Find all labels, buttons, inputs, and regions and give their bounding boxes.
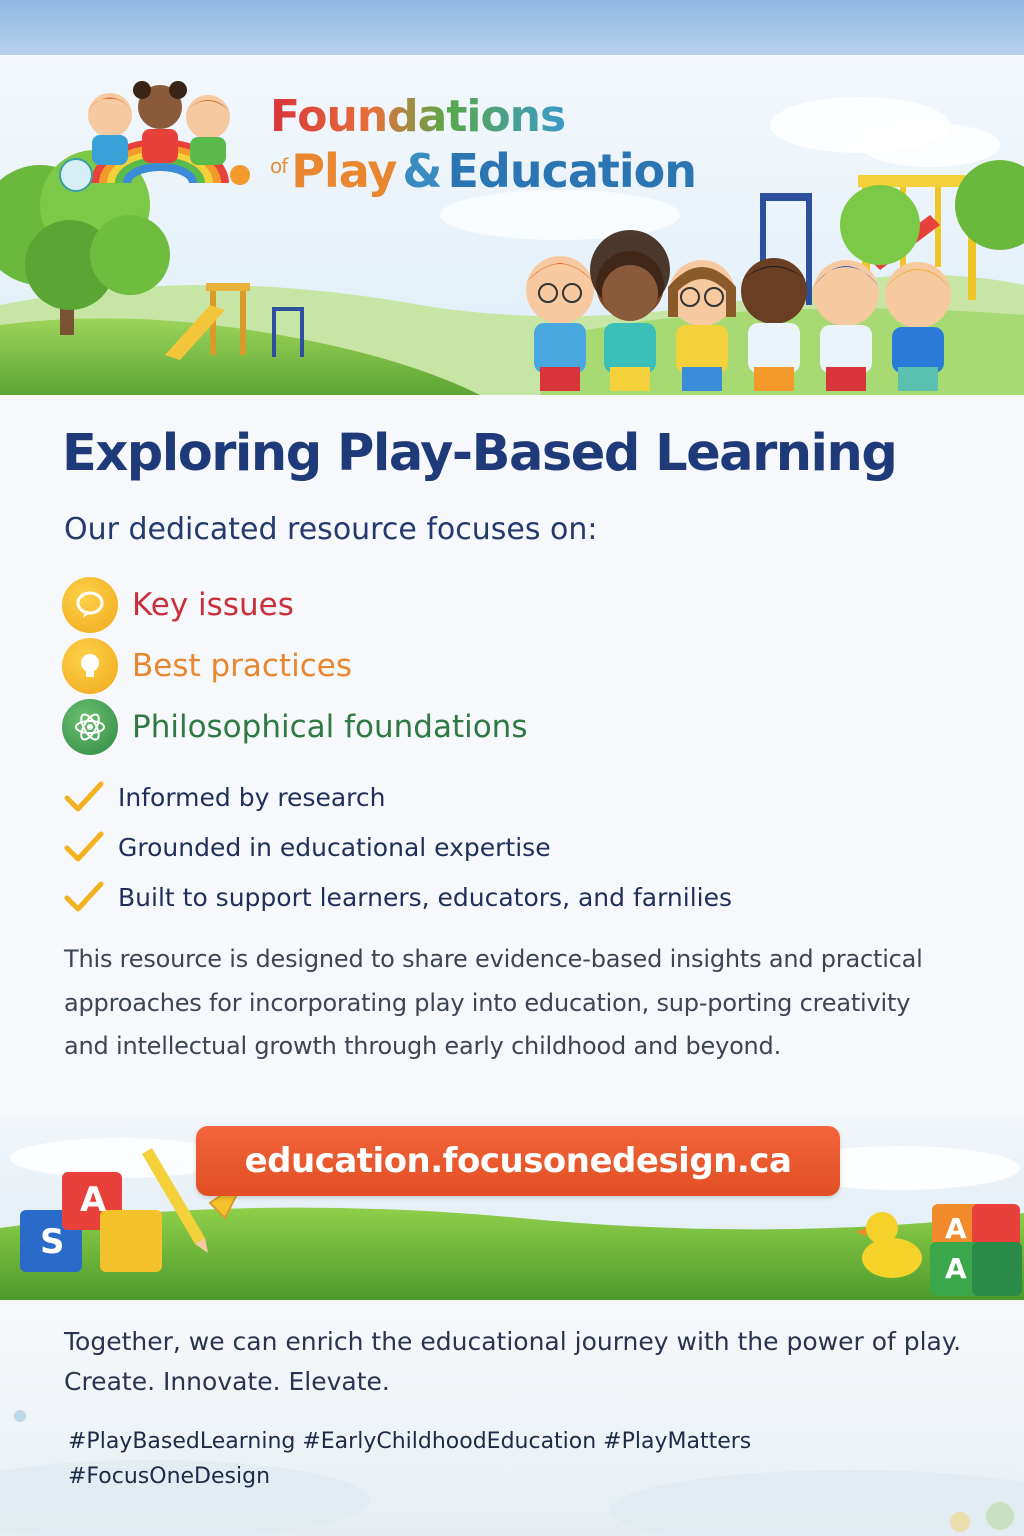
check-item [64,822,864,872]
hashtag-list [68,1424,888,1494]
abc-blocks-right [930,1204,1022,1296]
hashtag-line: #PlayBasedLearning #EarlyChildhoodEducation #PlayMatters [68,1429,752,1454]
intro-text: Our dedicated resource focuses on: [64,512,598,547]
brand-word-education: Education [447,144,697,198]
focus-item-key-issues [62,574,762,635]
focus-item-philosophical-foundations [62,696,762,757]
top-sky-band [0,0,1024,55]
page-title: Exploring Play-Based Learning [62,424,897,483]
focus-label: Best practices [132,647,352,684]
check-list [64,772,864,922]
brand-word-play: Play [291,144,397,198]
lightbulb-icon [62,638,118,694]
focus-label: Key issues [132,586,294,623]
brand-title-line2 [270,140,750,197]
focus-list [62,574,762,757]
block-letter-a: A [945,1212,967,1245]
block-letter-s: S [40,1222,65,1262]
check-item [64,872,864,922]
checkmark-icon [64,830,104,864]
brand-ampersand: & [402,144,442,198]
check-label: Informed by research [118,782,386,812]
check-label: Built to support learners, educators, and farnilies [118,882,733,912]
check-label: Grounded in educational expertise [118,832,551,862]
checkmark-icon [64,880,104,914]
hashtag-line: #FocusOneDesign [68,1464,271,1489]
focus-item-best-practices [62,635,762,696]
website-url-label: education.focusonedesign.ca [244,1141,792,1181]
brand-logo [270,92,750,197]
check-item [64,772,864,822]
brand-title-line1 [270,92,750,142]
speech-bubble-icon [62,577,118,633]
brand-word-foundations: Foundations [270,91,566,142]
description-paragraph: This resource is designed to share evidence-based insights and practical approaches for incorporating play into education, sup-porting creativity and intellectual growth through early childhood and beyond. [64,945,923,1060]
block-letter-a: A [80,1180,107,1220]
tagline-text: Together, we can enrich the educational journey with the power of play. Create. Innovate. Elevate. [64,1327,962,1396]
brand-word-of: of [270,154,288,178]
atom-icon [62,699,118,755]
website-url-button[interactable] [196,1126,840,1196]
focus-label: Philosophical foundations [132,708,528,745]
checkmark-icon [64,780,104,814]
block-letter-a: A [945,1252,967,1285]
